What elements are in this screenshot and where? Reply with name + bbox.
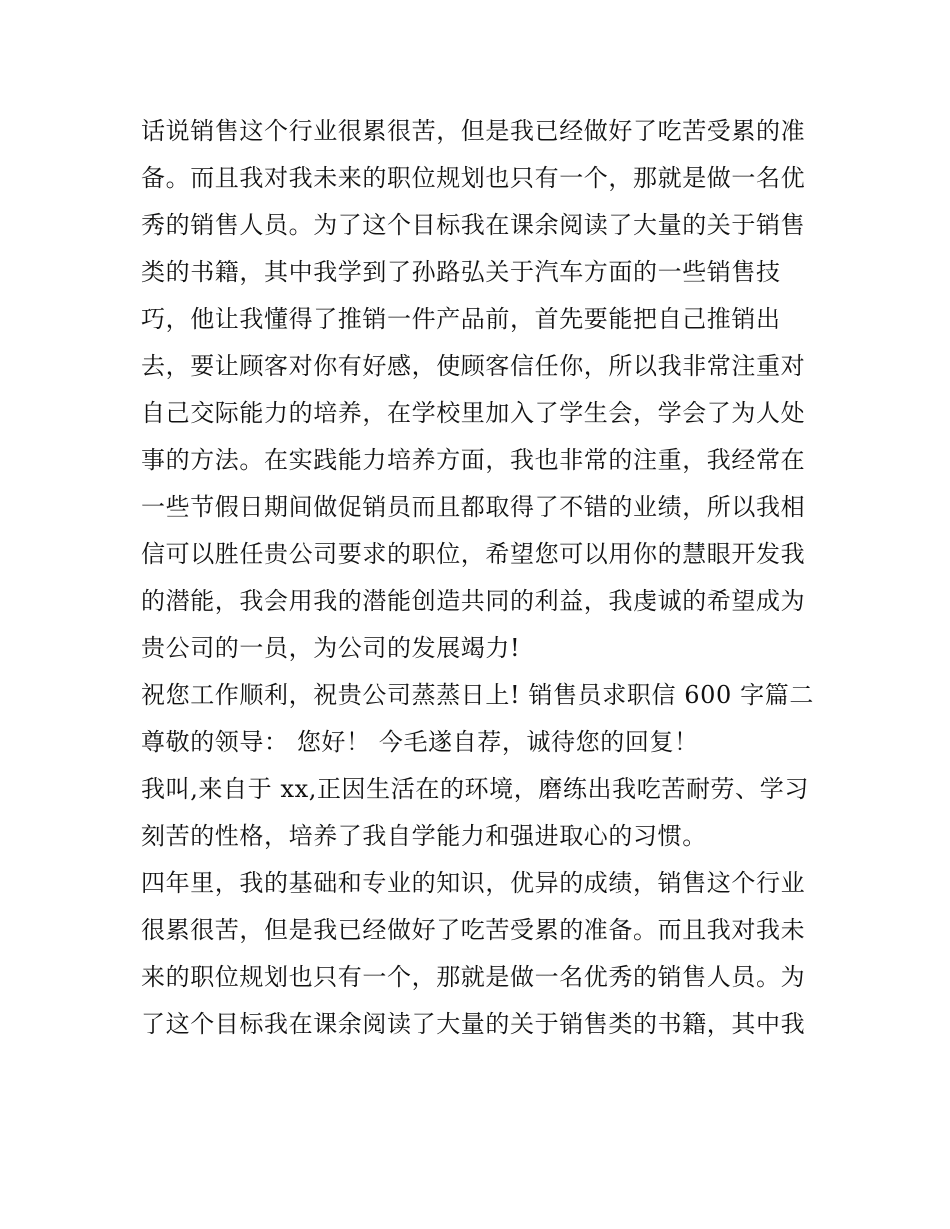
text-line: 贵公司的一员，为公司的发展竭力! — [141, 634, 521, 662]
text-line: 巧，他让我懂得了推销一件产品前，首先要能把自己推销出 — [141, 305, 781, 333]
text-line: 类的书籍，其中我学到了孙路弘关于汽车方面的一些销售技 — [141, 258, 781, 286]
text-line: 备。而且我对我未来的职位规划也只有一个，那就是做一名优 — [141, 164, 806, 192]
text-line: 四年里，我的基础和专业的知识，优异的成绩，销售这个行业 — [141, 869, 806, 897]
text-line: 来的职位规划也只有一个，那就是做一名优秀的销售人员。为 — [141, 963, 806, 991]
text-line: 我叫,来自于 xx,正因生活在的环境，磨练出我吃苦耐劳、学习 — [141, 775, 809, 803]
text-line: 很累很苦，但是我已经做好了吃苦受累的准备。而且我对我未 — [141, 916, 806, 944]
text-line: 祝您工作顺利，祝贵公司蒸蒸日上! 销售员求职信 600 字篇二 — [141, 681, 814, 709]
text-line: 尊敬的领导： 您好！ 今毛遂自荐，诚待您的回复！ — [141, 728, 699, 756]
text-line: 自己交际能力的培养，在学校里加入了学生会，学会了为人处 — [141, 399, 806, 427]
text-line: 话说销售这个行业很累很苦，但是我已经做好了吃苦受累的准 — [141, 117, 806, 145]
body-text — [141, 108, 813, 1048]
text-line: 秀的销售人员。为了这个目标我在课余阅读了大量的关于销售 — [141, 211, 806, 239]
text-line: 刻苦的性格，培养了我自学能力和强进取心的习惯。 — [141, 822, 707, 850]
text-line: 去，要让顾客对你有好感，使顾客信任你，所以我非常注重对 — [141, 352, 806, 380]
text-line: 的潜能，我会用我的潜能创造共同的利益，我虔诚的希望成为 — [141, 587, 806, 615]
text-line: 信可以胜任贵公司要求的职位，希望您可以用你的慧眼开发我 — [141, 540, 806, 568]
text-line: 了这个目标我在课余阅读了大量的关于销售类的书籍，其中我 — [141, 1010, 806, 1038]
text-line: 事的方法。在实践能力培养方面，我也非常的注重，我经常在 — [141, 446, 806, 474]
text-line: 一些节假日期间做促销员而且都取得了不错的业绩，所以我相 — [141, 493, 806, 521]
